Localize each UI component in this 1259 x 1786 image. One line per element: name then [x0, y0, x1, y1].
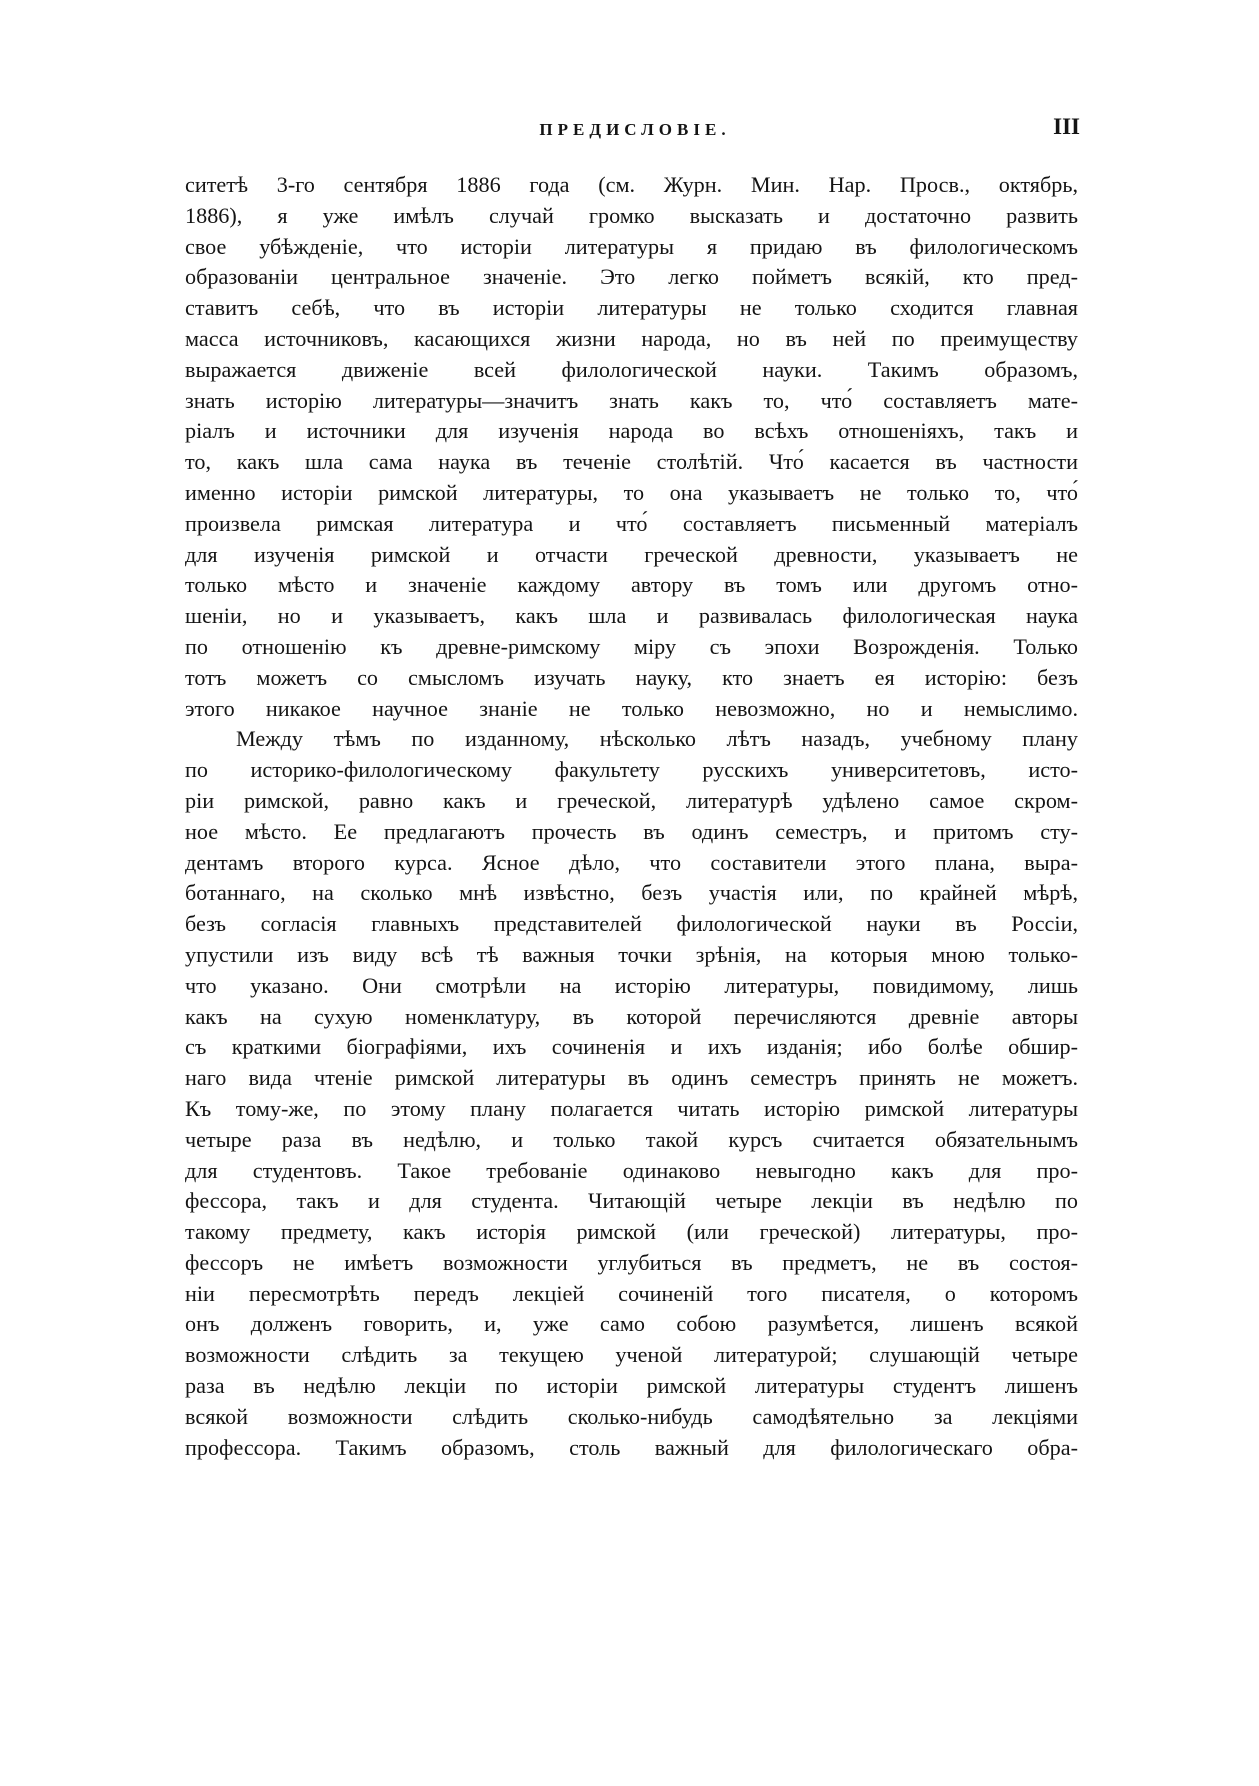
text-line: наго вида чтеніе римской литературы въ одинъ семестръ принять не можетъ.	[185, 1065, 1078, 1091]
text-line: возможности слѣдить за текущею ученой литературой; слушающій четыре	[185, 1342, 1078, 1368]
text-line: безъ согласія главныхъ представителей филологической науки въ Россіи,	[185, 911, 1078, 937]
text-line: только мѣсто и значеніе каждому автору въ томъ или другомъ отно-	[185, 572, 1078, 598]
text-line: ріи римской, равно какъ и греческой, литературѣ удѣлено самое скром-	[185, 787, 1078, 813]
text-line: упустили изъ виду всѣ тѣ важныя точки зрѣнія, на которыя мною только-	[185, 941, 1078, 967]
text-line: именно исторіи римской литературы, то она указываетъ не только то, что́	[185, 479, 1078, 505]
text-line: Къ тому-же, по этому плану полагается читать исторію римской литературы	[185, 1095, 1078, 1121]
text-line: ное мѣсто. Ее предлагаютъ прочесть въ одинъ семестръ, и притомъ сту-	[185, 818, 1078, 844]
text-line: всякой возможности слѣдить сколько-нибудь самодѣятельно за лекціями	[185, 1403, 1078, 1429]
text-line: по отношенію къ древне-римскому міру съ эпохи Возрожденія. Только	[185, 633, 1078, 659]
text-line: ніи пересмотрѣть передъ лекціей сочиненій того писателя, о которомъ	[185, 1280, 1078, 1306]
text-line: фессоръ не имѣетъ возможности углубиться въ предметъ, не въ состоя-	[185, 1249, 1078, 1275]
text-line: произвела римская литература и что́ составляетъ письменный матеріалъ	[185, 510, 1078, 536]
text-line: ріалъ и источники для изученія народа во всѣхъ отношеніяхъ, такъ и	[185, 418, 1078, 444]
page-number: III	[1053, 114, 1080, 139]
text-line: шеніи, но и указываетъ, какъ шла и развивалась филологическая наука	[185, 603, 1078, 629]
text-line: образованіи центральное значеніе. Это легко пойметъ всякій, кто пред-	[185, 264, 1078, 290]
text-line: четыре раза въ недѣлю, и только такой курсъ считается обязательнымъ	[185, 1126, 1078, 1152]
text-line: 1886), я уже имѣлъ случай громко высказать и достаточно развить	[185, 202, 1078, 228]
text-line: то, какъ шла сама наука въ теченіе столѣтій. Что́ касается въ частности	[185, 449, 1078, 475]
text-line: раза въ недѣлю лекціи по исторіи римской литературы студентъ лишенъ	[185, 1373, 1078, 1399]
text-line: для студентовъ. Такое требованіе одинаково невыгодно какъ для про-	[185, 1157, 1078, 1183]
text-line: что указано. Они смотрѣли на исторію литературы, повидимому, лишь	[185, 972, 1078, 998]
text-line: профессора. Такимъ образомъ, столь важный для филологическаго обра-	[185, 1434, 1078, 1460]
text-line: свое убѣжденіе, что исторіи литературы я придаю въ филологическомъ	[185, 233, 1078, 259]
text-line: онъ долженъ говорить, и, уже само собою разумѣется, лишенъ всякой	[185, 1311, 1078, 1337]
text-line: дентамъ второго курса. Ясное дѣло, что составители этого плана, выра-	[185, 849, 1078, 875]
text-line: ситетѣ 3-го сентября 1886 года (см. Журн. Мин. Нар. Просв., октябрь,	[185, 172, 1078, 197]
paragraph-first-line: Между тѣмъ по изданному, нѣсколько лѣтъ назадъ, учебному плану	[236, 726, 1078, 752]
text-line: такому предмету, какъ исторія римской (или греческой) литературы, про-	[185, 1219, 1078, 1245]
text-line: этого никакое научное знаніе не только невозможно, но и немыслимо.	[185, 695, 1078, 721]
text-line: ставитъ себѣ, что въ исторіи литературы не только сходится главная	[185, 295, 1078, 321]
text-line: масса источниковъ, касающихся жизни народа, но въ ней по преимуществу	[185, 325, 1078, 351]
page-header	[190, 104, 1080, 144]
body-text	[185, 170, 1078, 1463]
text-line: фессора, такъ и для студента. Читающій четыре лекціи въ недѣлю по	[185, 1188, 1078, 1214]
text-line: какъ на сухую номенклатуру, въ которой перечисляются древніе авторы	[185, 1003, 1078, 1029]
text-line: ботаннаго, на сколько мнѣ извѣстно, безъ участія или, по крайней мѣрѣ,	[185, 880, 1078, 906]
text-line: для изученія римской и отчасти греческой древности, указываетъ не	[185, 541, 1078, 567]
text-line: знать исторію литературы—значитъ знать какъ то, что́ составляетъ мате-	[185, 387, 1078, 413]
text-line: выражается движеніе всей филологической науки. Такимъ образомъ,	[185, 356, 1078, 382]
text-line: съ краткими біографіями, ихъ сочиненія и ихъ изданія; ибо болѣе обшир-	[185, 1034, 1078, 1060]
text-line: тотъ можетъ со смысломъ изучать науку, кто знаетъ ея исторію: безъ	[185, 664, 1078, 690]
running-title: ПРЕДИСЛОВІЕ.	[539, 120, 731, 139]
text-line: по историко-филологическому факультету русскихъ университетовъ, исто-	[185, 757, 1078, 783]
